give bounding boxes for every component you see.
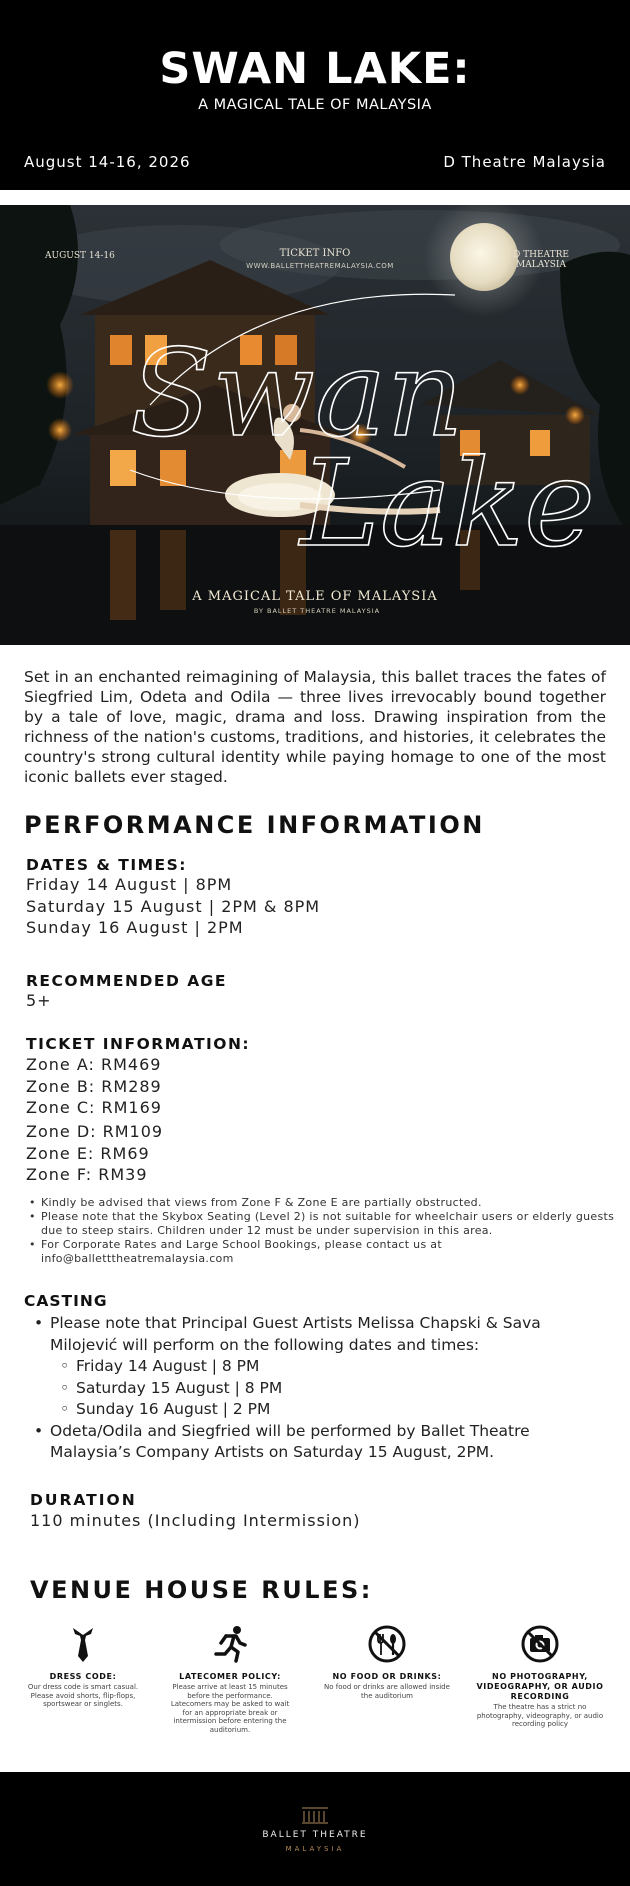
intro-paragraph: Set in an enchanted reimagining of Malaysia, this ballet traces the fates of Siegfried Lim, Odeta and Odila — three lives irrevocably bound together by a tale of love, magic, drama and loss. Drawing inspiration from the richness of the nation's customs, traditions, and histories, it celebrates the country's strong cultural identity while paying homage to one of the most iconic ballets ever staged. — [24, 668, 606, 786]
rule-no-photography — [470, 1624, 610, 1729]
event-venue: D Theatre Malaysia — [443, 153, 606, 171]
note-item: • Kindly be advised that views from Zone F & Zone E are partially obstructed. — [28, 1196, 618, 1210]
zone-item: Zone D: RM109 — [26, 1122, 164, 1141]
no-camera-icon — [520, 1624, 560, 1664]
poster-venue-line1: D THEATRE — [513, 250, 569, 260]
note-item: • Please note that the Skybox Seating (Level 2) is not suitable for wheelchair users or elderly guests due to steep stairs. Children under 12 must be under supervision in this area. — [28, 1210, 618, 1238]
note-item: • For Corporate Rates and Large School Bookings, please contact us at info@balletttheatremalaysia.com — [28, 1238, 618, 1266]
casting-label: CASTING — [24, 1292, 108, 1310]
tie-icon — [63, 1624, 103, 1664]
rule-desc: No food or drinks are allowed inside the auditorium — [324, 1683, 450, 1700]
poster-website: WWW.BALLETTHEATREMALAYSIA.COM — [246, 262, 394, 270]
casting-item: • Please note that Principal Guest Artists Melissa Chapski & Sava Milojević will perform on the following dates and times: — [30, 1313, 590, 1356]
casting-date-item: ◦ Friday 14 August | 8 PM — [30, 1356, 590, 1378]
footer — [0, 1772, 630, 1886]
casting-date-item: ◦ Sunday 16 August | 2 PM — [30, 1399, 590, 1421]
dates-label: DATES & TIMES: — [26, 856, 188, 874]
date-item: Sunday 16 August | 2PM — [26, 918, 244, 937]
rule-dress-code — [13, 1624, 153, 1709]
date-item: Saturday 15 August | 2PM & 8PM — [26, 896, 321, 916]
casting-item: • Odeta/Odila and Siegfried will be performed by Ballet Theatre Malaysia’s Company Artists on Saturday 15 August, 2PM. — [30, 1421, 590, 1464]
duration-value: 110 minutes (Including Intermission) — [30, 1511, 361, 1530]
poster-venue-line2: MALAYSIA — [516, 260, 566, 270]
rule-desc: Please arrive at least 15 minutes before the performance. Latecomers may be asked to wait for an appropriate break or intermission before entering the auditorium. — [170, 1683, 290, 1734]
page-title: SWAN LAKE: — [159, 44, 471, 94]
zone-item: Zone A: RM469 — [26, 1055, 162, 1074]
rule-desc: The theatre has a strict no photography, videography, or audio recording policy — [476, 1703, 604, 1728]
zone-item: Zone B: RM289 — [26, 1076, 162, 1096]
event-date: August 14-16, 2026 — [24, 153, 191, 171]
age-text: 5+ — [26, 991, 52, 1010]
date-item: Friday 14 August | 8PM — [26, 875, 233, 894]
poster-image — [0, 205, 630, 645]
casting-list — [30, 1313, 590, 1464]
poster-byline: BY BALLET THEATRE MALAYSIA — [253, 607, 381, 615]
rule-desc: Our dress code is smart casual. Please avoid shorts, flip-flops, sportswear or singlets. — [27, 1683, 139, 1708]
venue-rules-heading: VENUE HOUSE RULES: — [30, 1576, 373, 1604]
footer-brand-name: BALLET THEATRE — [262, 1830, 368, 1840]
ticket-label: TICKET INFORMATION: — [26, 1035, 251, 1053]
casting-date-item: ◦ Saturday 15 August | 8 PM — [30, 1378, 590, 1400]
header-banner — [0, 0, 630, 190]
running-person-icon — [210, 1624, 250, 1664]
poster-ticket-info: TICKET INFO — [279, 248, 351, 259]
performance-heading: PERFORMANCE INFORMATION — [24, 811, 485, 839]
zones-list-a — [26, 1055, 162, 1120]
poster-tagline: A MAGICAL TALE OF MALAYSIA — [192, 589, 438, 604]
rule-title: LATECOMER POLICY: — [179, 1672, 281, 1681]
ballet-theatre-logo-icon — [300, 1806, 330, 1824]
page-subtitle: A MAGICAL TALE OF MALAYSIA — [198, 97, 432, 113]
age-label: RECOMMENDED AGE — [26, 972, 228, 990]
zone-item: Zone F: RM39 — [26, 1165, 148, 1184]
rule-title: NO PHOTOGRAPHY, VIDEOGRAPHY, OR AUDIO RECORDING — [476, 1672, 604, 1701]
zones-list-b — [26, 1122, 163, 1187]
rule-no-food — [317, 1624, 457, 1700]
dates-list — [26, 875, 320, 940]
footer-brand-sub: MALAYSIA — [285, 1845, 345, 1853]
rule-title: DRESS CODE: — [49, 1672, 117, 1681]
rule-latecomer — [160, 1624, 300, 1734]
poster-script-swan: Swan — [130, 325, 464, 464]
age-value — [26, 991, 52, 1013]
zone-item: Zone C: RM169 — [26, 1098, 162, 1117]
poster-date: AUGUST 14-16 — [45, 251, 115, 261]
zone-item: Zone E: RM69 — [26, 1143, 150, 1163]
poster-script-lake: Lake — [300, 435, 595, 574]
rule-title: NO FOOD OR DRINKS: — [332, 1672, 442, 1681]
ticket-notes — [28, 1196, 618, 1266]
no-food-icon — [367, 1624, 407, 1664]
duration-label: DURATION — [30, 1491, 137, 1509]
